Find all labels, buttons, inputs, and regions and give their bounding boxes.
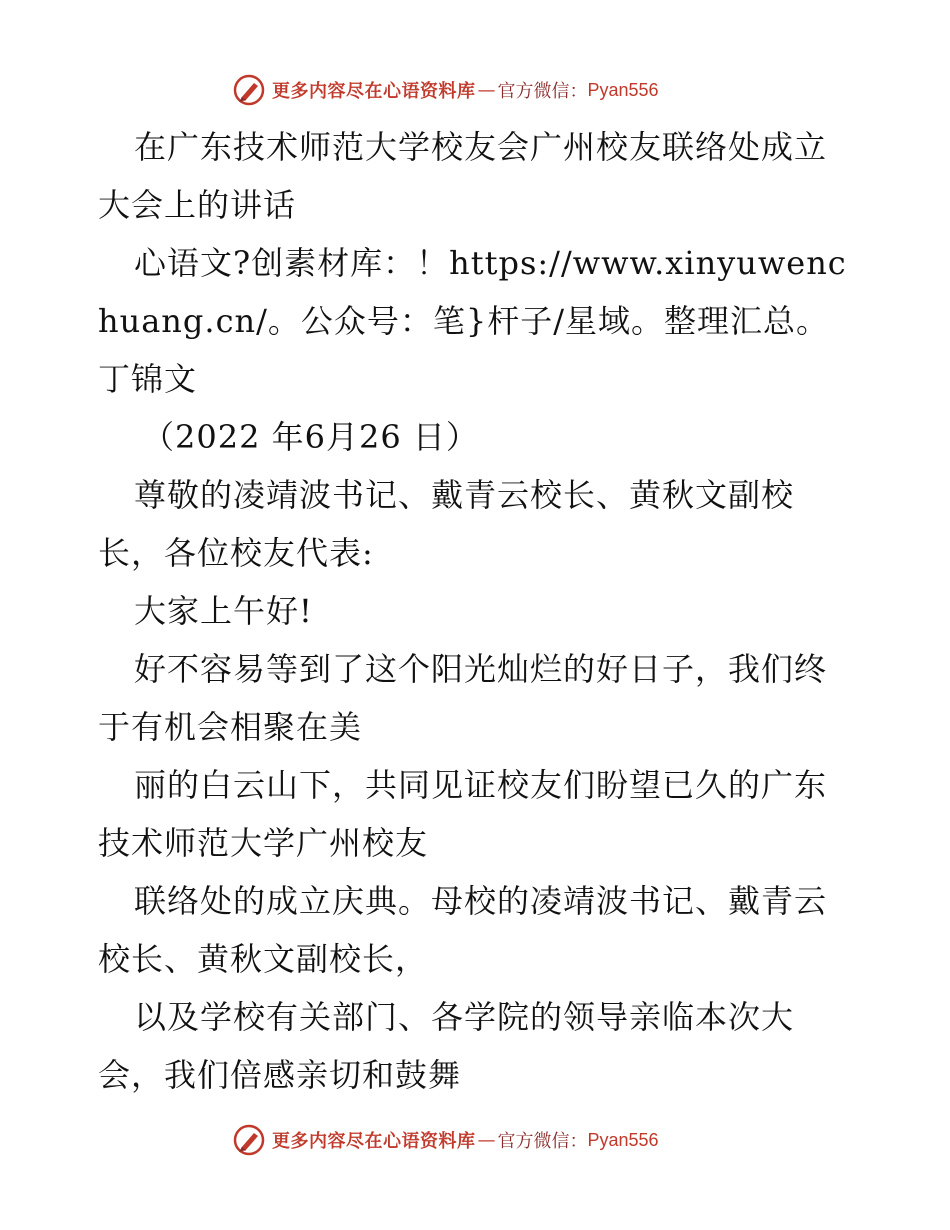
footer-banner-official-label: 官方微信： (497, 1131, 588, 1152)
body-paragraph: 联络处的成立庆典。母校的凌靖波书记、戴青云校长、黄秋文副校长， (98, 882, 828, 978)
footer-watermark-banner (232, 1122, 752, 1158)
body-paragraph: 以及学校有关部门、各学院的领导亲临本次大会，我们倍感亲切和鼓舞 (98, 998, 795, 1094)
speech-date: （2022 年6月26 日） (142, 418, 479, 456)
quill-pen-logo-icon (232, 73, 266, 107)
header-banner-official-label: 官方微信： (497, 81, 588, 102)
speech-title: 在广东技术师范大学校友会广州校友联络处成立大会上的讲话 (98, 128, 828, 224)
salutation: 尊敬的凌靖波书记、戴青云校长、黄秋文副校长，各位校友代表: (98, 476, 795, 572)
footer-banner-dash: — (477, 1129, 496, 1151)
header-banner-dash: — (477, 79, 496, 101)
header-banner-wechat-id: Pyan556 (587, 79, 659, 100)
source-note: 心语文?创素材库：！https://www.xinyuwenchuang.cn/。公众号：笔}杆子/星域。整理汇总。丁锦文 (98, 244, 847, 398)
document-body (98, 118, 858, 1104)
header-banner-main-text: 更多内容尽在心语资料库 (272, 81, 476, 102)
footer-banner-wechat-id: Pyan556 (587, 1129, 659, 1150)
footer-banner-main-text: 更多内容尽在心语资料库 (272, 1131, 476, 1152)
quill-pen-logo-icon (232, 1123, 266, 1157)
header-watermark-banner (232, 72, 752, 108)
body-paragraph: 好不容易等到了这个阳光灿烂的好日子，我们终于有机会相聚在美 (98, 650, 828, 746)
greeting: 大家上午好! (134, 592, 313, 630)
body-paragraph: 丽的白云山下，共同见证校友们盼望已久的广东技术师范大学广州校友 (98, 766, 828, 862)
